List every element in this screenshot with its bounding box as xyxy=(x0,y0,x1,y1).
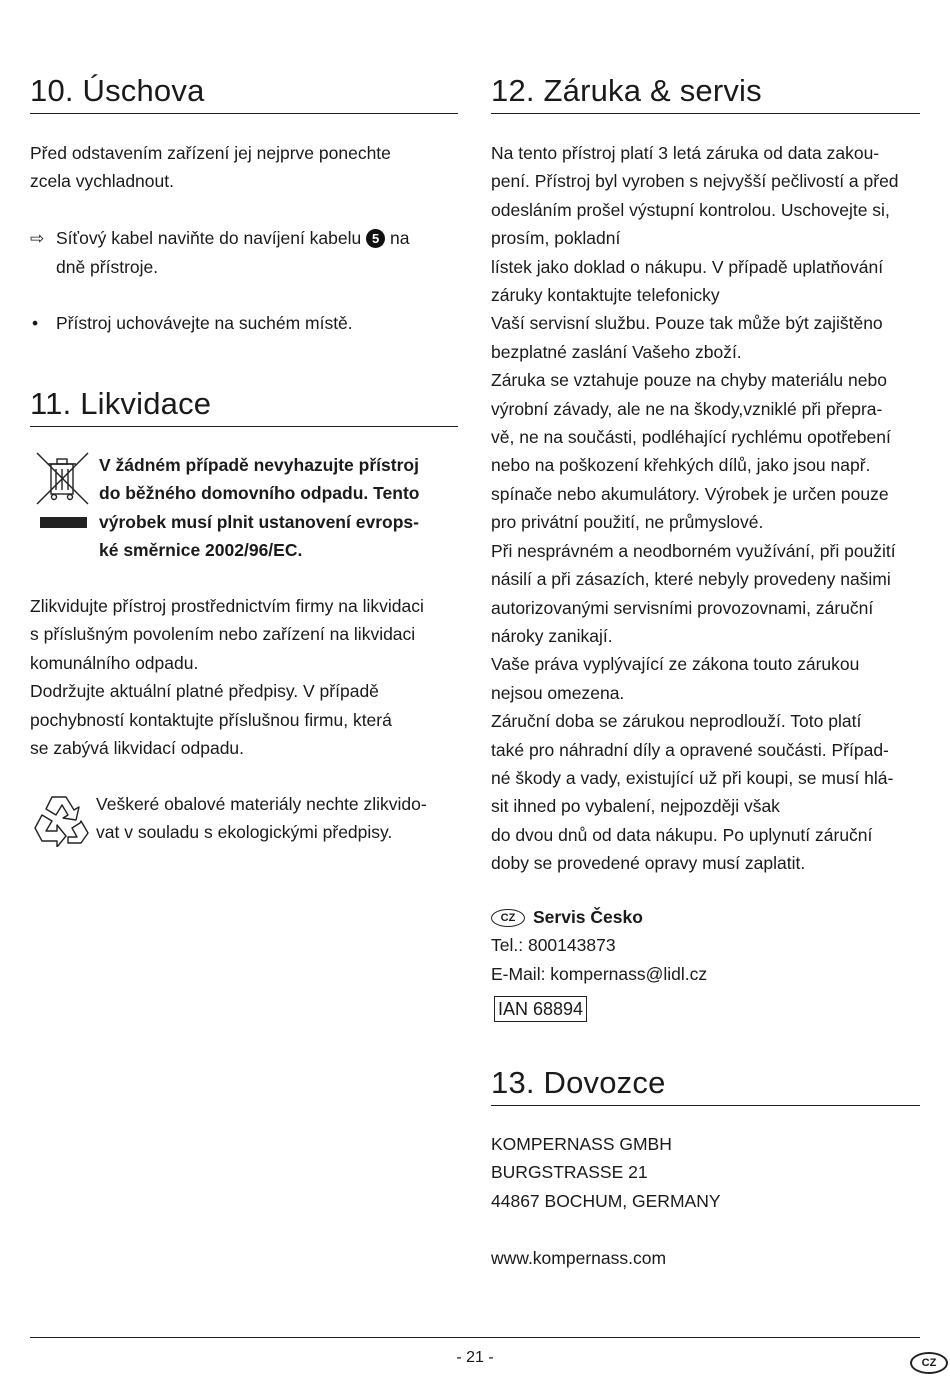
text-line: 44867 BOCHUM, GERMANY xyxy=(491,1190,721,1211)
text-line: nejsou omezena. xyxy=(491,682,625,703)
text-line: Vaší servisní službu. Pouze tak může být zajištěno xyxy=(491,313,883,334)
text-line: lístek jako doklad o nákupu. V případě uplatňování xyxy=(491,256,884,277)
text-line: spínače nebo akumulátory. Výrobek je určen pouze xyxy=(491,483,889,504)
bullet-icon: • xyxy=(32,313,39,333)
text-line: Při nesprávném a neodborném využívání, při použití xyxy=(491,540,896,561)
section-10-heading: 10. Úschova xyxy=(30,71,458,114)
text-line: V žádném případě nevyhazujte přístroj xyxy=(99,455,419,475)
text-line: Záruční doba se zárukou neprodlouží. Toto platí xyxy=(491,711,862,732)
section-11-body xyxy=(30,592,424,762)
text-line: Přístroj uchovávejte na suchém místě. xyxy=(56,313,353,333)
text-line: vě, ne na součásti, podléhající rychlému opotřebení xyxy=(491,427,891,448)
text-line: Síťový kabel naviňte do navíjení kabelu xyxy=(56,228,362,248)
text-line: zcela vychladnout. xyxy=(30,171,174,192)
importer-address xyxy=(491,1130,721,1215)
text-line: do běžného domovního odpadu. Tento xyxy=(99,483,420,504)
text-line: Zlikvidujte přístroj prostřednictvím firmy na likvidaci xyxy=(30,596,424,616)
text-line: ké směrnice 2002/96/EC. xyxy=(99,540,303,561)
text-line: výrobek musí plnit ustanovení evrops- xyxy=(99,511,419,532)
text-line: nároky zanikají. xyxy=(491,625,613,646)
text-line: Na tento přístroj platí 3 letá záruka od data zakou- xyxy=(491,143,880,163)
text-line: nebo na poškození křehkých dílů, jako jsou např. xyxy=(491,455,871,476)
recycle-icon xyxy=(32,793,90,852)
section-12-heading: 12. Záruka & servis xyxy=(491,71,920,114)
bullet-item xyxy=(30,309,353,337)
text-line: Před odstavením zařízení jej nejprve ponechte xyxy=(30,143,391,163)
text-line: doby se provedené opravy musí zaplatit. xyxy=(491,853,806,874)
text-line: pochybností kontaktujte příslušnou firmu, která xyxy=(30,709,392,730)
text-line: Záruka se vztahuje pouze na chyby materiálu nebo xyxy=(491,370,887,391)
text-line: s příslušným povolením nebo zařízení na likvidaci xyxy=(30,624,416,645)
cz-badge-icon: CZ xyxy=(491,909,525,927)
section-10-intro xyxy=(30,139,391,196)
text-line: také pro náhradní díly a opravené součásti. Případ- xyxy=(491,739,889,760)
number-5-icon: 5 xyxy=(366,229,385,248)
section-13-heading: 13. Dovozce xyxy=(491,1063,920,1106)
text-line: násilí a při zásazích, které nebyly provedeny našimi xyxy=(491,569,891,590)
text-line: odesláním prošel výstupní kontrolou. Uschovejte si, xyxy=(491,199,890,220)
text-line: na xyxy=(389,228,410,248)
service-block xyxy=(491,903,707,988)
text-line: autorizovanými servisními provozovnami, záruční xyxy=(491,597,874,618)
text-line: pro privátní použití, ne průmyslové. xyxy=(491,512,764,533)
arrow-right-icon: ⇨ xyxy=(30,229,45,248)
service-title: Servis Česko xyxy=(533,907,643,927)
text-line: né škody a vady, existující už při koupi, se musí hlá- xyxy=(491,767,894,788)
service-email: E-Mail: kompernass@lidl.cz xyxy=(491,963,708,984)
text-line: KOMPERNASS GMBH xyxy=(491,1134,672,1154)
text-line: pení. Přístroj byl vyroben s nejvyšší pečlivostí a před xyxy=(491,171,899,192)
text-line: BURGSTRASSE 21 xyxy=(491,1162,648,1183)
recycle-note xyxy=(96,790,427,847)
language-badge-icon: CZ xyxy=(910,1352,948,1374)
disposal-warning xyxy=(99,451,419,565)
text-line: vat v souladu s ekologickými předpisy. xyxy=(96,822,393,843)
text-line: záruky kontaktujte telefonicky xyxy=(491,285,720,306)
service-phone: Tel.: 800143873 xyxy=(491,935,616,956)
text-line: do dvou dnů od data nákupu. Po uplynutí záruční xyxy=(491,824,873,845)
text-line: Veškeré obalové materiály nechte zlikvido- xyxy=(96,794,427,814)
footer-divider xyxy=(30,1337,920,1338)
crossed-bin-icon xyxy=(36,452,92,539)
importer-website: www.kompernass.com xyxy=(491,1248,667,1268)
text-line: Dodržujte aktuální platné předpisy. V případě xyxy=(30,681,379,702)
text-line: Vaše práva vyplývající ze zákona touto zárukou xyxy=(491,654,860,675)
text-line: sit ihned po vybalení, nejpozději však xyxy=(491,796,780,817)
text-line: bezplatné zaslání Vašeho zboží. xyxy=(491,341,742,362)
text-line: výrobní závady, ale ne na škody,vzniklé při přepra- xyxy=(491,398,883,419)
text-line: prosím, pokladní xyxy=(491,228,621,249)
warranty-text xyxy=(491,139,899,878)
text-line: komunálního odpadu. xyxy=(30,652,199,673)
ian-box: IAN 68894 xyxy=(494,996,587,1022)
page-number: - 21 - xyxy=(456,1349,494,1366)
text-line: dně přístroje. xyxy=(56,257,159,278)
arrow-instruction xyxy=(30,224,409,282)
section-11-heading: 11. Likvidace xyxy=(30,384,458,427)
text-line: se zabývá likvidací odpadu. xyxy=(30,738,245,759)
